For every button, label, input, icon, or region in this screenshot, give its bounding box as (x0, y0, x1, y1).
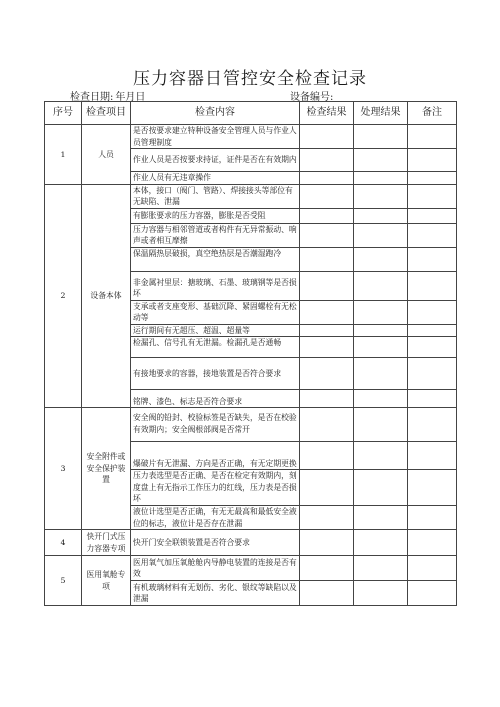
result-cell[interactable] (300, 470, 354, 506)
content-cell: 保温隔热层破损，真空绝热层是否潮湿跑冷 (131, 247, 300, 271)
table-row (45, 530, 457, 556)
result-cell[interactable] (300, 172, 354, 185)
table-row (45, 556, 457, 581)
result-cell[interactable] (300, 271, 354, 300)
content-cell: 液位计选型是否正确，有无无最高和最低安全液位的标志，液位计是否存在泄漏 (131, 506, 300, 530)
header-content: 检查内容 (131, 102, 300, 125)
handling-cell[interactable] (354, 125, 408, 149)
remarks-cell[interactable] (408, 300, 457, 324)
remarks-cell[interactable] (408, 358, 457, 390)
page-title: 压力容器日管控安全检查记录 (133, 69, 367, 89)
remarks-cell[interactable] (408, 184, 457, 208)
result-cell[interactable] (300, 390, 354, 408)
seq-cell: 2 (45, 184, 82, 408)
content-cell: 铭牌、漆色、标志是否符合要求 (131, 390, 300, 408)
handling-cell[interactable] (354, 581, 408, 606)
item-cell: 人员 (82, 125, 131, 185)
content-cell: 有机玻璃材料有无划伤、劣化、银纹等缺陷以及泄漏 (131, 581, 300, 606)
result-cell[interactable] (300, 125, 354, 149)
handling-cell[interactable] (354, 470, 408, 506)
meta-line (70, 88, 460, 102)
result-cell[interactable] (300, 408, 354, 442)
handling-cell[interactable] (354, 208, 408, 223)
remarks-cell[interactable] (408, 556, 457, 581)
handling-cell[interactable] (354, 358, 408, 390)
table-row (45, 184, 457, 208)
result-cell[interactable] (300, 556, 354, 581)
result-cell[interactable] (300, 506, 354, 530)
content-cell: 安全阀的铅封、校验标签是否缺失，是否在校验有效期内；安全阀根部阀是否常开 (131, 408, 300, 442)
handling-cell[interactable] (354, 247, 408, 271)
header-item: 检查项目 (82, 102, 131, 125)
result-cell[interactable] (300, 300, 354, 324)
remarks-cell[interactable] (408, 581, 457, 606)
handling-cell[interactable] (354, 556, 408, 581)
content-cell: 作业人员是否按要求持证，证件是否在有效期内 (131, 149, 300, 172)
remarks-cell[interactable] (408, 337, 457, 358)
remarks-cell[interactable] (408, 408, 457, 442)
result-cell[interactable] (300, 223, 354, 247)
handling-cell[interactable] (354, 300, 408, 324)
result-cell[interactable] (300, 247, 354, 271)
handling-cell[interactable] (354, 390, 408, 408)
seq-cell: 1 (45, 125, 82, 185)
result-cell[interactable] (300, 530, 354, 556)
result-cell[interactable] (300, 208, 354, 223)
table-row (45, 408, 457, 442)
remarks-cell[interactable] (408, 390, 457, 408)
content-cell: 作业人员有无违章操作 (131, 172, 300, 185)
seq-cell: 3 (45, 408, 82, 530)
content-cell: 有膨胀要求的压力容器，膨胀是否受阻 (131, 208, 300, 223)
content-cell: 压力容器与相邻管道或者构件有无异常振动、响声或者相互摩擦 (131, 223, 300, 247)
content-cell: 是否按要求建立特种设备安全管理人员与作业人员管理制度 (131, 125, 300, 149)
remarks-cell[interactable] (408, 149, 457, 172)
result-cell[interactable] (300, 184, 354, 208)
remarks-cell[interactable] (408, 271, 457, 300)
result-cell[interactable] (300, 358, 354, 390)
result-cell[interactable] (300, 337, 354, 358)
handling-cell[interactable] (354, 530, 408, 556)
handling-cell[interactable] (354, 149, 408, 172)
remarks-cell[interactable] (408, 324, 457, 337)
content-cell: 压力表选型是否正确、是否在检定有效期内，刻度盘上有无指示工作压力的红线，压力表是否损坏 (131, 470, 300, 506)
item-cell: 快开门式压力容器专项 (82, 530, 131, 556)
equipment-number-label: 设备编号: (290, 92, 334, 103)
table-header-row (45, 102, 457, 125)
seq-cell: 4 (45, 530, 82, 556)
result-cell[interactable] (300, 149, 354, 172)
result-cell[interactable] (300, 581, 354, 606)
handling-cell[interactable] (354, 506, 408, 530)
result-cell[interactable] (300, 442, 354, 470)
handling-cell[interactable] (354, 442, 408, 470)
handling-cell[interactable] (354, 337, 408, 358)
content-cell: 运行期间有无超压、超温、超量等 (131, 324, 300, 337)
content-cell: 本体，接口（阀门、管路）、焊接接头等部位有无缺陷、泄漏 (131, 184, 300, 208)
content-cell: 有接地要求的容器，接地装置是否符合要求 (131, 358, 300, 390)
content-cell: 检漏孔、信号孔有无泄漏。检漏孔是否通畅 (131, 337, 300, 358)
seq-cell: 5 (45, 556, 82, 606)
remarks-cell[interactable] (408, 223, 457, 247)
remarks-cell[interactable] (408, 247, 457, 271)
content-cell: 快开门安全联锁装置是否符合要求 (131, 530, 300, 556)
item-cell: 设备本体 (82, 184, 131, 408)
remarks-cell[interactable] (408, 530, 457, 556)
inspection-date-label: 检查日期: (70, 92, 114, 103)
remarks-cell[interactable] (408, 506, 457, 530)
inspection-table (44, 101, 457, 606)
handling-cell[interactable] (354, 172, 408, 185)
result-cell[interactable] (300, 324, 354, 337)
remarks-cell[interactable] (408, 442, 457, 470)
item-cell: 安全附件或安全保护装置 (82, 408, 131, 530)
table-row (45, 125, 457, 149)
remarks-cell[interactable] (408, 125, 457, 149)
content-cell: 爆破片有无泄漏、方向是否正确，有无定期更换 (131, 442, 300, 470)
content-cell: 医用氧气加压氧舱舱内导静电装置的连接是否有效 (131, 556, 300, 581)
header-seq: 序号 (45, 102, 82, 125)
handling-cell[interactable] (354, 223, 408, 247)
header-remarks: 备注 (408, 102, 457, 125)
handling-cell[interactable] (354, 324, 408, 337)
inspection-date-value: 年月日 (115, 92, 146, 103)
remarks-cell[interactable] (408, 208, 457, 223)
content-cell: 支承或者支座变形、基础沉降、紧固螺栓有无松动等 (131, 300, 300, 324)
handling-cell[interactable] (354, 184, 408, 208)
header-handling: 处理结果 (354, 102, 408, 125)
remarks-cell[interactable] (408, 172, 457, 185)
content-cell: 非金属衬里层：搪玻璃、石墨、玻璃钢等是否损坏 (131, 271, 300, 300)
header-result: 检查结果 (300, 102, 354, 125)
handling-cell[interactable] (354, 408, 408, 442)
remarks-cell[interactable] (408, 470, 457, 506)
handling-cell[interactable] (354, 271, 408, 300)
item-cell: 医用氧舱专项 (82, 556, 131, 606)
